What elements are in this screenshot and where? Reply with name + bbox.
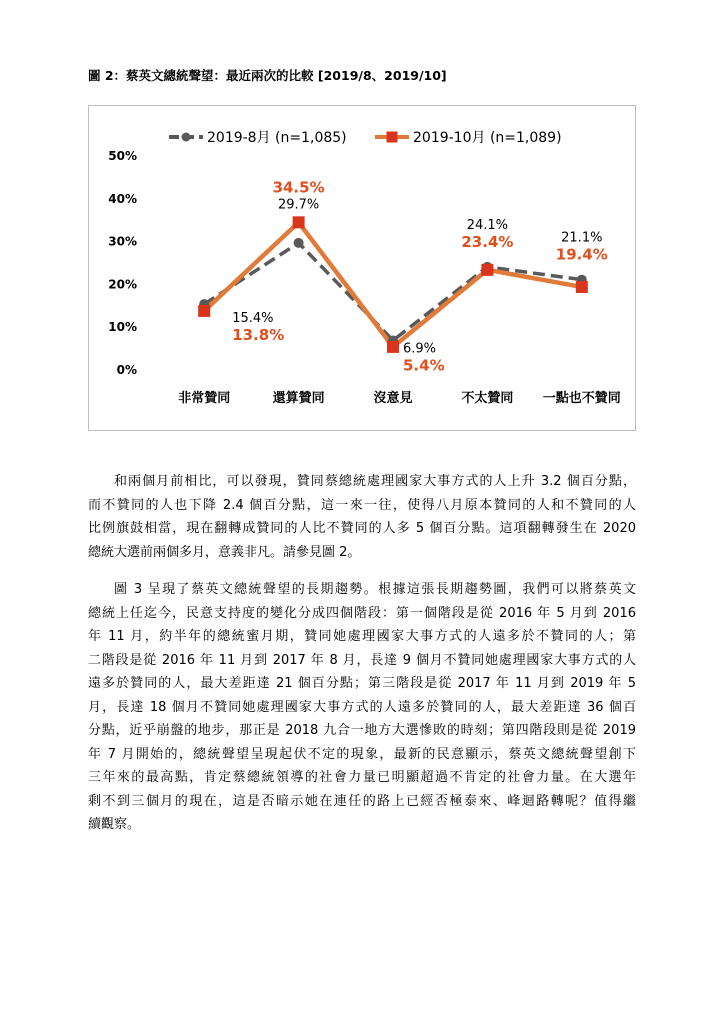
paragraph-line: 總統上任迄今，民意支持度的變化分成四個階段：第一個階段是從 2016 年 5 月到 2016 [88,605,636,621]
data-label-aug: 29.7% [277,197,320,213]
x-tick-label: 不太贊同 [461,391,514,406]
paragraph-line: 和兩個月前相比，可以發現，贊同蔡總統處理國家大事方式的人上升 3.2 個百分點， [114,474,636,489]
data-label-oct: 23.4% [461,232,514,251]
legend-marker-oct [387,132,398,143]
data-label-aug: 6.9% [403,341,437,357]
data-label-aug: 24.1% [466,217,509,233]
data-label-oct: 34.5% [272,178,325,197]
paragraph-line: 年 11 月，約半年的總統蜜月期，贊同她處理國家大事方式的人遠多於不贊同的人；第 [88,629,636,644]
data-label-oct: 5.4% [403,356,445,375]
paragraph-line: 比例旗鼓相當，現在翻轉成贊同的人比不贊同的人多 5 個百分點。這項翻轉發生在 2020 [88,521,636,536]
data-point-oct [293,216,305,228]
data-label-oct: 19.4% [555,245,608,264]
data-point-oct [387,341,399,353]
data-point-oct [198,305,210,317]
data-label-oct: 13.8% [232,326,285,345]
paragraph-line: 分點，近乎崩盤的地步，那正是 2018 九合一地方大選慘敗的時刻；第四階段則是從 2019 [88,723,636,738]
y-tick-label: 40% [108,191,137,206]
paragraph-line: 總統大選前兩個多月，意義非凡。請參見圖 2。 [88,544,361,560]
data-label-aug: 21.1% [561,230,603,246]
legend-marker-aug [182,133,191,142]
paragraph-line: 月，長達 18 個月不贊同她處理國家大事方式的人遠多於贊同的人，最大差距達 36 個百 [88,699,636,715]
paragraph-line: 續觀察。 [88,817,141,832]
paragraph-line: 而不贊同的人也下降 2.4 個百分點，這一來一往，使得八月原本贊同的人和不贊同的人 [88,497,636,513]
figure-caption: 圖 2：蔡英文總統聲望：最近兩次的比較 [2019/8、2019/10] [88,68,447,83]
paragraph-line: 遠多於贊同的人，最大差距達 21 個百分點；第三階段是從 2017 年 11 月到 2019 年 5 [88,676,636,691]
paragraph-line: 年 7 月開始的，總統聲望呈現起伏不定的現象，最新的民意顯示，蔡英文總統聲望創下 [88,746,636,762]
approval-line-chart [88,105,636,431]
data-label-aug: 15.4% [232,311,274,327]
y-tick-label: 50% [108,149,137,163]
y-tick-label: 0% [116,363,137,377]
data-point-aug [294,238,304,248]
paragraph-line: 圖 3 呈現了蔡英文總統聲望的長期趨勢。根據這張長期趨勢圖，我們可以將蔡英文 [114,582,636,597]
legend-label-oct: 2019-10月 (n=1,089) [413,130,562,146]
y-tick-label: 10% [108,320,137,335]
paragraph-1 [88,470,636,564]
legend-label-aug: 2019-8月 (n=1,085) [207,130,347,146]
y-tick-label: 30% [108,234,137,249]
data-point-oct [481,264,493,276]
x-tick-label: 還算贊同 [272,391,325,406]
x-tick-label: 沒意見 [373,391,413,406]
x-tick-label: 一點也不贊同 [542,391,621,406]
y-tick-label: 20% [108,277,137,292]
chart-svg [89,106,635,430]
paragraph-2 [88,578,636,837]
paragraph-line: 三年來的最高點，肯定蔡總統領導的社會力量已明顯超過不肯定的社會力量。在大選年 [88,770,636,785]
paragraph-line: 剩不到三個月的現在，這是否暗示她在連任的路上已經否極泰來、峰迴路轉呢？值得繼 [88,793,636,809]
paragraph-line: 二階段是從 2016 年 11 月到 2017 年 8 月，長達 9 個月不贊同她處理國家大事方式的人 [88,652,636,668]
data-point-oct [576,281,588,293]
x-tick-label: 非常贊同 [178,391,231,406]
